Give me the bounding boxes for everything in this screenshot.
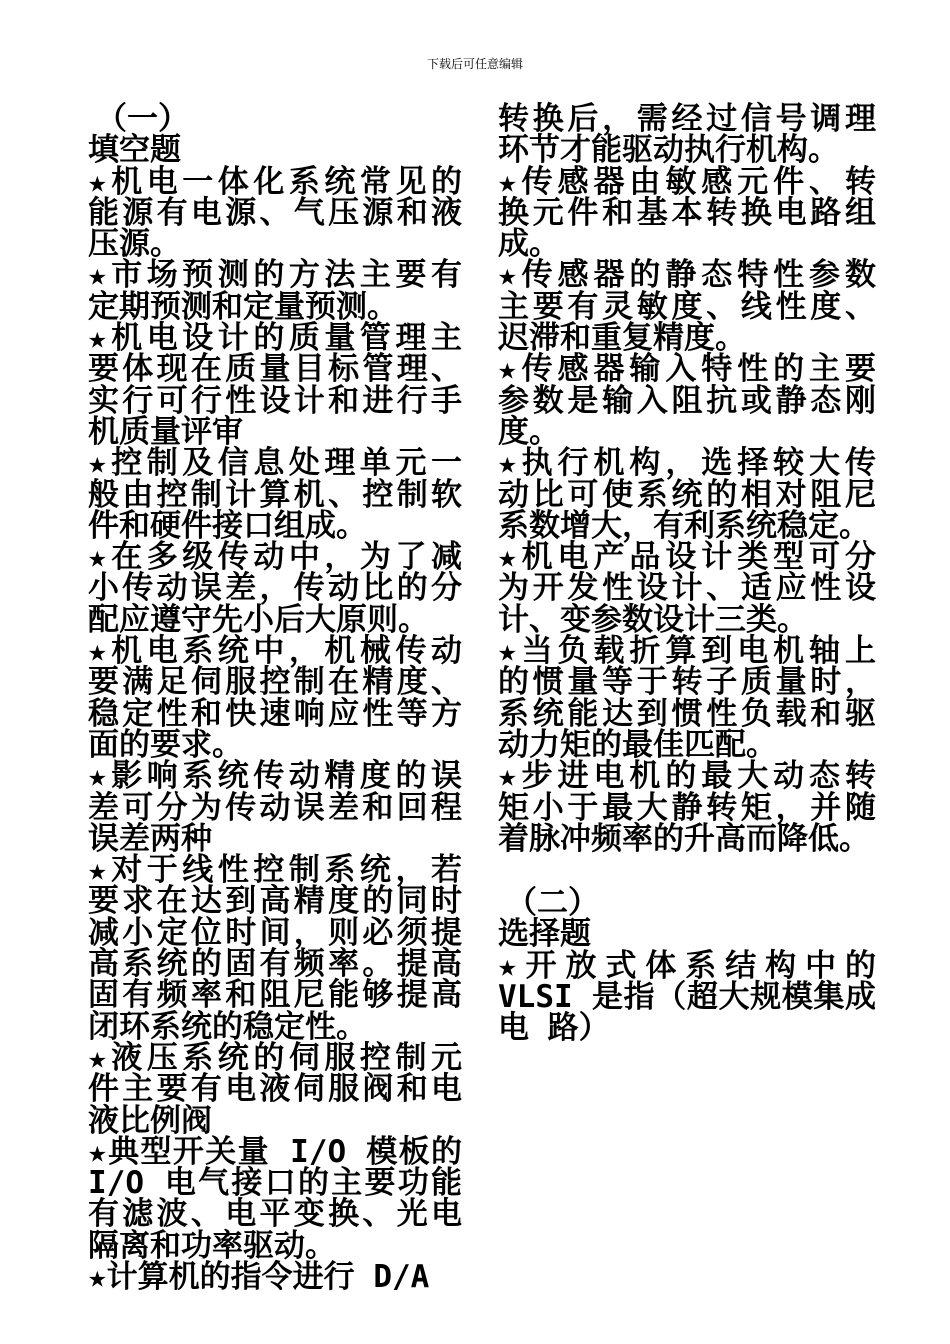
text-line: 误差两种	[88, 820, 212, 857]
text-line: 转换后，需经过信号调理	[498, 101, 876, 137]
text-line: 减小定位时间，则必须提	[88, 914, 462, 951]
text-line: ★机电一体化系统常见的	[88, 163, 462, 200]
text-line: ★控制及信息处理单元一	[88, 445, 462, 482]
text-line: 主要有灵敏度、线性度、	[498, 288, 876, 325]
text-line: 配应遵守先小后大原则。	[88, 601, 429, 638]
text-line: 参数是输入阻抗或静态刚	[498, 382, 876, 419]
text-line: 件主要有电液伺服阀和电	[88, 1071, 462, 1108]
text-line: ★市场预测的方法主要有	[88, 257, 462, 294]
text-line: 实行可行性设计和进行手	[88, 382, 462, 419]
text-line: ★机电系统中，机械传动	[88, 633, 462, 670]
text-line: 般由控制计算机、控制软	[88, 476, 462, 513]
text-line: VLSI 是指（超大规模集成	[498, 979, 876, 1016]
text-line: 差可分为传动误差和回程	[88, 789, 462, 826]
text-line: 的惯量等于转子质量时，	[498, 664, 876, 701]
text-line: 为开发性设计、适应性设	[498, 570, 876, 607]
section-title-fill-blank: 填空题	[88, 132, 181, 169]
list-item	[498, 445, 876, 544]
text-line: 要体现在质量目标管理、	[88, 351, 462, 388]
list-item	[498, 633, 876, 763]
right-column	[498, 101, 876, 1047]
list-item	[88, 257, 462, 325]
text-line: 机质量评审	[88, 413, 243, 450]
text-line: 能源有电源、气压源和液	[88, 194, 462, 231]
list-item	[88, 1258, 462, 1295]
page-header: 下载后可任意编辑	[426, 57, 523, 71]
list-item	[88, 1133, 462, 1264]
text-line: ★液压系统的伺服控制元	[88, 1039, 462, 1076]
text-line: 小传动误差，传动比的分	[88, 570, 462, 607]
text-line: 成。	[498, 226, 560, 263]
text-line: I/O 电气接口的主要功能	[88, 1165, 462, 1202]
text-line: 迟滞和重复精度。	[498, 320, 746, 357]
text-line: ★传感器由敏感元件、转	[498, 163, 876, 200]
list-item	[88, 758, 462, 857]
text-line: 要求在达到高精度的同时	[88, 883, 462, 920]
text-line: 计、变参数设计三类。	[498, 601, 808, 638]
text-line: ★开放式体系结构中的	[498, 947, 876, 984]
continued-item	[498, 101, 876, 169]
list-item	[498, 539, 876, 638]
text-line: 件和硬件接口组成。	[88, 507, 367, 544]
text-line: 换元件和基本转换电路组	[498, 194, 876, 231]
text-line: 系数增大，有利系统稳定。	[498, 507, 870, 544]
text-line: 环节才能驱动执行机构。	[498, 132, 839, 169]
fill-blank-list	[88, 163, 462, 1295]
text-line: ★影响系统传动精度的误	[88, 758, 462, 795]
text-line: ★对于线性控制系统，若	[88, 852, 462, 889]
text-line: 动力矩的最佳匹配。	[498, 726, 777, 763]
text-line: 动比可使系统的相对阻尼	[498, 476, 876, 513]
text-line: ★步进电机的最大动态转	[498, 758, 876, 795]
text-line: 压源。	[88, 226, 181, 263]
list-item	[88, 320, 462, 450]
list-item	[498, 257, 876, 357]
text-line: ★当负载折算到电机轴上	[498, 633, 876, 670]
list-item	[88, 445, 462, 544]
text-line: 固有频率和阻尼能够提高	[88, 977, 462, 1014]
left-column	[88, 101, 462, 1295]
text-line: 电 路）	[498, 1010, 610, 1047]
text-line: 度。	[498, 413, 560, 450]
text-line: 定期预测和定量预测。	[88, 288, 398, 325]
section-gap	[498, 855, 876, 888]
text-line: 要满足伺服控制在精度、	[88, 664, 462, 701]
text-line: 高系统的固有频率。提高	[88, 946, 462, 983]
text-line: 矩小于最大静转矩，并随	[498, 789, 876, 826]
list-item	[88, 163, 462, 263]
text-line: 液比例阀	[88, 1102, 212, 1139]
text-line: 有滤波、电平变换、光电	[88, 1196, 462, 1233]
text-line: 系统能达到惯性负载和驱	[498, 695, 876, 732]
list-item	[88, 852, 462, 1045]
text-line: ★机电产品设计类型可分	[498, 539, 876, 576]
list-item	[88, 1039, 462, 1139]
text-line: ★在多级传动中，为了减	[88, 539, 462, 576]
section-title-multiple-choice: 选择题	[498, 916, 591, 953]
list-item	[498, 947, 876, 1047]
text-line: ★计算机的指令进行 D/A	[88, 1258, 430, 1295]
text-line: 闭环系统的稳定性。	[88, 1008, 367, 1045]
text-line: ★典型开关量 I/O 模板的	[88, 1133, 462, 1170]
text-line: ★传感器输入特性的主要	[498, 351, 876, 388]
section-number-1: （一）	[96, 101, 189, 137]
text-line: 隔离和功率驱动。	[88, 1227, 336, 1264]
text-line: ★传感器的静态特性参数	[498, 257, 876, 294]
text-line: 着脉冲频率的升高而降低。	[498, 820, 870, 857]
list-item	[498, 351, 876, 450]
list-item	[88, 539, 462, 638]
multiple-choice-list	[498, 947, 876, 1047]
list-item	[88, 633, 462, 763]
fill-blank-list-continued	[498, 163, 876, 857]
text-line: ★执行机构，选择较大传	[498, 445, 876, 482]
text-line: 稳定性和快速响应性等方	[88, 695, 462, 732]
text-line: ★机电设计的质量管理主	[88, 320, 462, 357]
section-number-2: （二）	[506, 885, 599, 922]
text-line: 面的要求。	[88, 726, 243, 763]
list-item	[498, 758, 876, 857]
list-item	[498, 163, 876, 263]
